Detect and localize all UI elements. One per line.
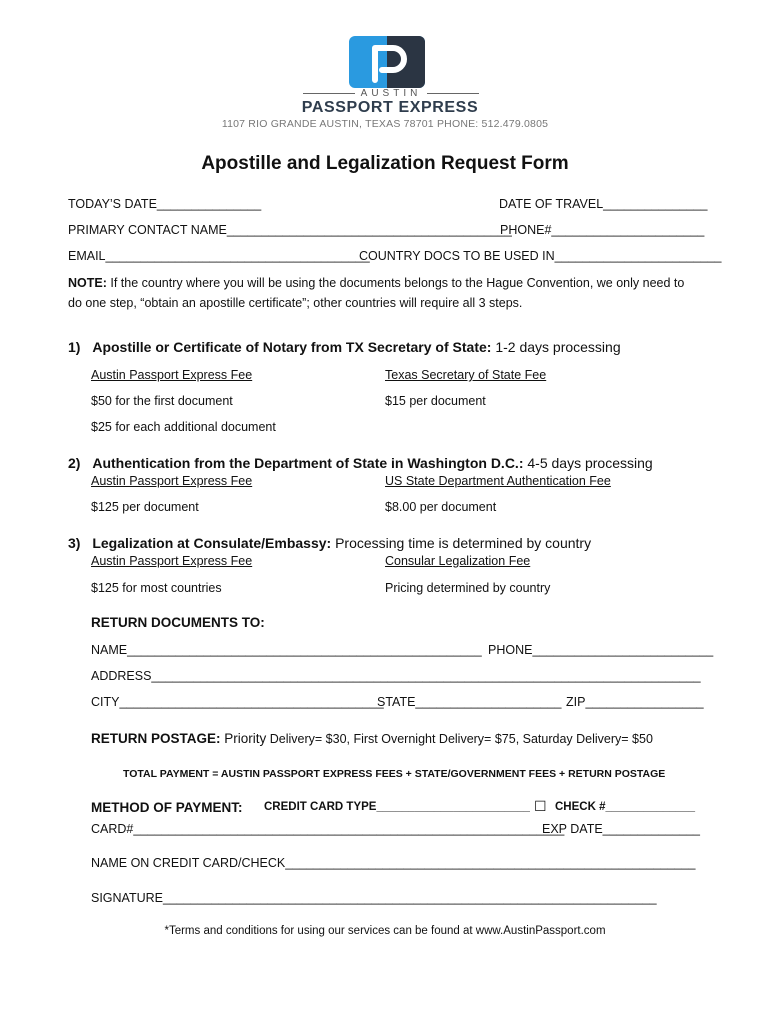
logo-company-name: PASSPORT EXPRESS	[301, 99, 479, 116]
check-checkbox[interactable]: ☐	[534, 798, 547, 814]
section-3-processing: Processing time is determined by country	[331, 535, 592, 551]
section-1-heading	[68, 339, 621, 355]
email-field[interactable]: EMAIL______________________________________	[68, 249, 370, 263]
company-address: 1107 RIO GRANDE AUSTIN, TEXAS 78701 PHONE: 512.479.0805	[221, 118, 549, 130]
section-2-right-fee-1: $8.00 per document	[385, 500, 497, 514]
section-1-right-fee-heading: Texas Secretary of State Fee	[385, 368, 547, 382]
form-title: Apostille and Legalization Request Form	[201, 153, 569, 174]
return-phone-field[interactable]: PHONE__________________________	[488, 643, 714, 657]
section-1-left-fee-heading: Austin Passport Express Fee	[91, 368, 253, 382]
exp-date-field[interactable]: EXP DATE______________	[542, 822, 700, 836]
section-3-right-fee-1: Pricing determined by country	[385, 581, 551, 595]
section-2-left-fee-heading: Austin Passport Express Fee	[91, 474, 253, 488]
return-postage-rates: Delivery= $30, First Overnight Delivery= $75, Saturday Delivery= $50	[266, 732, 653, 746]
section-3-number: 3)	[68, 535, 81, 551]
logo-city-text: AUSTIN	[293, 88, 489, 99]
country-docs-field[interactable]: COUNTRY DOCS TO BE USED IN________________________	[359, 249, 722, 263]
section-2-heading	[68, 455, 653, 471]
return-postage-priority: Priority	[220, 731, 267, 746]
section-2-left-fee-1: $125 per document	[91, 500, 199, 514]
check-number-field[interactable]: CHECK #______________	[555, 801, 696, 813]
method-of-payment-label: METHOD OF PAYMENT:	[91, 800, 243, 815]
return-address-field[interactable]: ADDRESS_______________________________________________________________________________	[91, 669, 701, 683]
name-on-card-field[interactable]: NAME ON CREDIT CARD/CHECK___________________________________________________________	[91, 856, 696, 870]
section-1-processing: 1-2 days processing	[491, 339, 621, 355]
section-1-right-fee-1: $15 per document	[385, 394, 486, 408]
return-city-field[interactable]: CITY______________________________________	[91, 695, 384, 709]
return-name-field[interactable]: NAME___________________________________________________	[91, 643, 482, 657]
return-postage-line	[91, 731, 653, 746]
section-2-right-fee-heading: US State Department Authentication Fee	[385, 474, 611, 488]
return-postage-label: RETURN POSTAGE:	[91, 731, 221, 746]
phone-field[interactable]: PHONE#______________________	[500, 223, 705, 237]
section-1-number: 1)	[68, 339, 81, 355]
section-1-title: Apostille or Certificate of Notary from TX Secretary of State:	[92, 339, 492, 355]
section-1-left-fee-1: $50 for the first document	[91, 394, 233, 408]
credit-card-type-field[interactable]: CREDIT CARD TYPE________________________	[264, 801, 530, 813]
terms-footer: *Terms and conditions for using our services can be found at www.AustinPassport.com	[164, 925, 606, 937]
section-2-title: Authentication from the Department of State in Washington D.C.:	[92, 455, 524, 471]
return-zip-field[interactable]: ZIP_________________	[566, 695, 704, 709]
todays-date-field[interactable]: TODAY’S DATE_______________	[68, 197, 262, 211]
signature-field[interactable]: SIGNATURE_______________________________________________________________________	[91, 891, 657, 905]
date-of-travel-field[interactable]: DATE OF TRAVEL_______________	[499, 197, 708, 211]
section-3-heading	[68, 535, 591, 551]
section-3-right-fee-heading: Consular Legalization Fee	[385, 554, 531, 568]
section-3-left-fee-heading: Austin Passport Express Fee	[91, 554, 253, 568]
return-state-field[interactable]: STATE_____________________	[377, 695, 562, 709]
note-label: NOTE:	[68, 276, 107, 290]
card-number-field[interactable]: CARD#______________________________________________________________	[91, 822, 565, 836]
section-3-title: Legalization at Consulate/Embassy:	[92, 535, 332, 551]
note-text-1: If the country where you will be using the documents belongs to the Hague Convention, we only need to	[106, 276, 685, 290]
section-3-left-fee-1: $125 for most countries	[91, 581, 222, 595]
section-2-number: 2)	[68, 455, 81, 471]
passport-express-logo-mark	[349, 36, 425, 88]
section-2-processing: 4-5 days processing	[523, 455, 653, 471]
section-1-left-fee-2: $25 for each additional document	[91, 420, 276, 434]
note-line-1	[68, 276, 684, 290]
note-line-2: do one step, “obtain an apostille certificate”; other countries will require all 3 steps.	[68, 296, 523, 310]
primary-contact-name-field[interactable]: PRIMARY CONTACT NAME_________________________________________	[68, 223, 512, 237]
total-payment-formula: TOTAL PAYMENT = AUSTIN PASSPORT EXPRESS FEES + STATE/GOVERNMENT FEES + RETURN POSTAGE	[123, 768, 666, 780]
return-documents-heading: RETURN DOCUMENTS TO:	[91, 615, 265, 630]
